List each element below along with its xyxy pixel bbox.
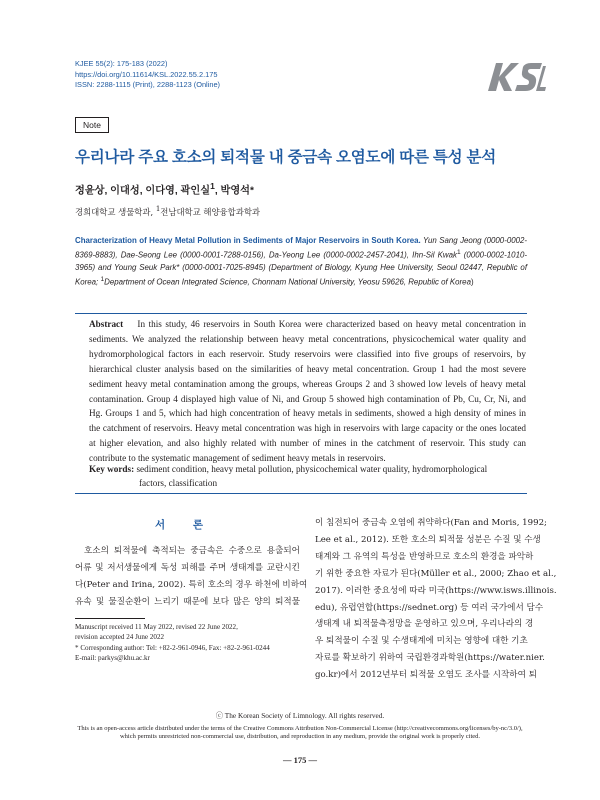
journal-citation: KJEE 55(2): 175-183 (2022): [75, 59, 168, 68]
abstract-rule-bottom: [75, 493, 527, 494]
author-sup: 1: [210, 181, 215, 191]
body-line: 우 퇴적물이 수질 및 수생태계에 미치는 영향에 대한 기초: [315, 636, 528, 647]
abstract-text: In this study, 46 reservoirs in South Korea were characterized based on heavy metal concentration in sediments. We analyzed the relationship between heavy metal concentrations, physicochemical water quality and hydromorphological factors in each reservoir. Study reservoirs were classified into five groups of reservoirs, by hierarchical cluster analysis based on the similarities of heavy metal concentration. Group 1 had the most severe sediment heavy metal contamination among the groups, whereas Groups 2 and 3 showed low levels of heavy metal contamination. Group 4 displayed high value of Ni, and Group 5 showed high contamination of Pb, Cu, Cr, Ni, and Hg. Groups 1 and 5, which had high concentration of heavy metals in sediments, showed a high density of mines in the catchment of reservoirs. Heavy metal concentration was high in reservoirs with large capacity or the ones located at higher elevation, and also highly related with number of mines in the catchment of reservoir. This study can contribute to the systematic management of sediment heavy metals in reservoirs.: [89, 319, 527, 464]
affiliation-kr: [75, 205, 260, 218]
affiliation-close: ): [470, 277, 474, 287]
body-line: 태계와 그 유역의 특성을 반영하므로 호소의 환경을 파악하: [315, 551, 534, 562]
footnote-line: Manuscript received 11 May 2022, revised 22 June 2022,: [75, 623, 238, 631]
authors-en-1: Yun Sang Jeong (0000-0002-8369-8883), Dae-Seong Lee (0000-0001-7288-0156), Da-Yeong Lee (0000-0002-2457-2041), Ihn-Sil Kwak: [75, 236, 527, 260]
body-column-right: [315, 515, 557, 684]
affiliation-kr-1: 경희대학교 생물학과,: [75, 206, 156, 217]
authors-kr-main: 정윤상, 이대성, 이다영, 곽인실: [75, 185, 211, 197]
copyright-line: ⓒ The Korean Society of Limnology. All rights reserved.: [215, 711, 385, 720]
ksl-logo: [484, 58, 546, 94]
body-line: 생태계 내 퇴적물측정망을 운영하고 있으며, 우리나라의 경: [315, 619, 534, 630]
affiliation-sup: 1: [155, 205, 161, 213]
english-title-block: [75, 235, 527, 289]
authors-kr: [75, 181, 254, 196]
body-line: Lee et al., 2012). 또한 호소의 퇴적물 성분은 수질 및 수생: [315, 534, 541, 545]
affiliation-kr-2: 전남대학교 해양융합과학과: [160, 206, 261, 217]
footnote-line: * Corresponding author: Tel: +82-2-961-0946, Fax: +82-2-961-0244: [75, 643, 270, 652]
journal-header: [75, 59, 220, 91]
doi-link[interactable]: https://doi.org/10.11614/KSL.2022.55.2.175: [75, 69, 218, 79]
authors-en-2: (0000-0002-1010-3965) and Young Seuk Park* (0000-0001-7025-8945) (: [75, 250, 527, 273]
note-badge: Note: [75, 117, 109, 133]
affiliation-en-2: Department of Ocean Integrated Science, Chonnam National University, Yeosu 59626, Republic of Korea: [104, 277, 471, 287]
body-line: 기 위한 중요한 자료가 된다(Müller et al., 2000; Zhao et al.,: [315, 568, 557, 579]
authors-kr-last: , 박영석*: [214, 185, 254, 197]
footnote: [75, 622, 270, 663]
body-column-left: [75, 543, 308, 611]
license-line-2: which permits unrestricted non-commercial use, distribution, and reproduction in any medium, provide the original work is properly cited.: [119, 733, 481, 741]
abstract-label: Abstract: [89, 319, 124, 329]
author-en-sup: 1: [456, 249, 461, 257]
page-number: — 175 —: [283, 755, 317, 765]
paper-title-kr: 우리나라 주요 호소의 퇴적물 내 중금속 오염도에 따른 특성 분석: [75, 149, 497, 166]
affiliation-en-sup: 1: [100, 276, 105, 284]
ksl-logo-mark: [488, 63, 546, 91]
body-line: go.kr)에서 2012년부터 퇴적물 오염도 조사를 시작하여 퇴: [315, 670, 537, 681]
body-line: 유속 및 물질순환이 느리기 때문에 보다 많은 양의 퇴적물: [75, 596, 300, 607]
body-line: 다(Peter and Irina, 2002). 특히 호소의 경우 하천에 비하여: [75, 579, 308, 590]
keywords-line-1: sediment condition, heavy metal pollution, physicochemical water quality, hydromorphological: [134, 464, 488, 474]
abstract-rule-top: [75, 313, 527, 314]
keywords-label: Key words:: [89, 464, 135, 474]
body-line: 어류 및 저서생물에게 독성 피해를 주며 생태계를 교란시킨: [75, 562, 300, 573]
footnote-email: E-mail: parkys@khu.ac.kr: [75, 653, 150, 662]
keywords-line-2: factors, classification: [139, 478, 218, 489]
body-line: 자료를 확보하기 위하여 국립환경과학원(https://water.nier.: [315, 653, 545, 664]
body-line: edu), 유럽연합(https://sednet.org) 등 여러 국가에서 담수: [315, 602, 544, 613]
body-line: 이 침전되어 중금속 오염에 취약하다(Fan and Moris, 1992;: [315, 518, 547, 528]
affiliation-en-1: Department of Biology, Kyung Hee University, Seoul 02447, Republic of Korea;: [75, 263, 528, 287]
keywords: [89, 462, 526, 491]
issn-line: ISSN: 2288-1115 (Print), 2288-1123 (Online): [75, 80, 221, 90]
footnote-rule: [75, 618, 145, 619]
section-heading-intro: 서 론: [155, 519, 215, 531]
paper-title-en: Characterization of Heavy Metal Pollution in Sediments of Major Reservoirs in South Korea.: [75, 236, 421, 245]
footnote-line: revision accepted 24 June 2022: [75, 633, 165, 642]
body-line: 2017). 이러한 중요성에 따라 미국(https://www.isws.illinois.: [315, 585, 557, 596]
license-line-1: This is an open-access article distributed under the terms of the Creative Commons Attribution Non-Commercial License (http://creativecommons.org/licenses/by-nc/3.0/),: [77, 724, 523, 732]
abstract: [89, 317, 526, 466]
body-line: 호소의 퇴적물에 축적되는 중금속은 수중으로 용출되어: [84, 546, 300, 556]
license-block: [40, 712, 560, 742]
